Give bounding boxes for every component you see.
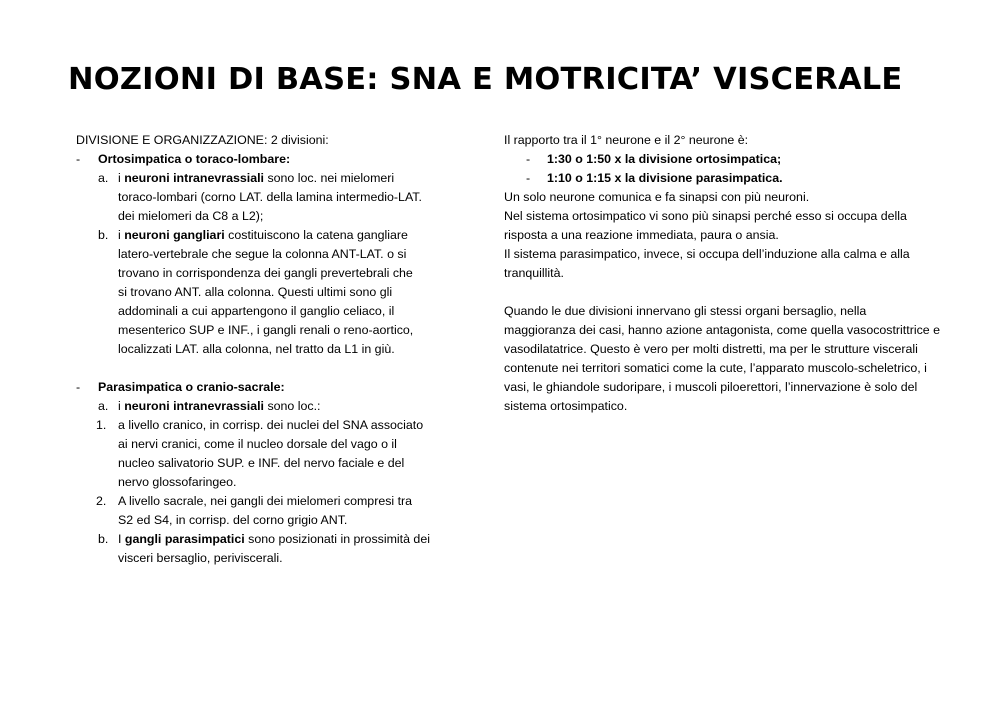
text-line: maggioranza dei casi, hanno azione antagonista, come quella vasocostrittrice e (504, 323, 940, 337)
text: i (118, 399, 125, 413)
ratio-para: 1:10 o 1:15 x la divisione parasimpatica. (547, 171, 783, 185)
para-heading: Parasimpatica o cranio-sacrale: (98, 380, 285, 394)
text-line: risposta a una reazione immediata, paura o ansia. (504, 228, 779, 242)
spacer (76, 359, 456, 378)
text-line: tranquillità. (504, 266, 564, 280)
text-line: Nel sistema ortosimpatico vi sono più sinapsi perché esso si occupa della (504, 209, 907, 223)
left-column (76, 131, 456, 568)
text-line: nervo glossofaringeo. (118, 475, 237, 489)
text-line: vasodilatatrice. Questo è vero per molti distretti, ma per le strutture viscerali (504, 342, 918, 356)
text-line: ai nervi cranici, come il nucleo dorsale del vago o il (118, 437, 397, 451)
text: costituiscono la catena gangliare (224, 228, 408, 242)
list-marker: a. (98, 399, 109, 413)
list-item (76, 169, 456, 188)
text-line: mesenterico SUP e INF., i gangli renali o reno-aortico, (118, 323, 414, 337)
list-dash: - (526, 152, 531, 166)
list-marker: 2. (96, 494, 107, 508)
right-column (504, 131, 964, 416)
text-line: sistema ortosimpatico. (504, 399, 628, 413)
bold-term: neuroni intranevrassiali (124, 399, 264, 413)
bold-term: neuroni intranevrassiali (124, 171, 264, 185)
text-line: visceri bersaglio, periviscerali. (118, 551, 283, 565)
list-marker: b. (98, 228, 109, 242)
para-heading-line (76, 378, 456, 397)
intro-text: DIVISIONE E ORGANIZZAZIONE: 2 divisioni: (76, 133, 329, 147)
text-line: trovano in corrispondenza dei gangli prevertebrali che (118, 266, 413, 280)
list-item (504, 169, 964, 188)
bold-term: gangli parasimpatici (124, 532, 245, 546)
text: i (118, 228, 125, 242)
text-line: contenute nei territori somatici come la cute, l’apparato muscolo-scheletrico, i (504, 361, 927, 375)
text: sono loc. nei mielomeri (264, 171, 395, 185)
list-marker: 1. (96, 418, 107, 432)
list-dash: - (76, 152, 81, 166)
text: a livello cranico, in corrisp. dei nuclei del SNA associato (118, 418, 424, 432)
text-line: S2 ed S4, in corrisp. del corno grigio ANT. (118, 513, 348, 527)
bold-term: neuroni gangliari (124, 228, 225, 242)
list-item (76, 492, 456, 511)
orto-heading: Ortosimpatica o toraco-lombare: (98, 152, 291, 166)
list-dash: - (526, 171, 531, 185)
list-item (76, 530, 456, 549)
text-line: si trovano ANT. alla colonna. Questi ultimi sono gli (118, 285, 393, 299)
text: I (118, 532, 125, 546)
text-line: latero-vertebrale che segue la colonna ANT-LAT. o si (118, 247, 407, 261)
text-line: vasi, le ghiandole sudoripare, i muscoli piloerettori, l’innervazione è solo del (504, 380, 918, 394)
text-line: Quando le due divisioni innervano gli stessi organi bersaglio, nella (504, 304, 867, 318)
list-marker: a. (98, 171, 109, 185)
text-line: nucleo salivatorio SUP. e INF. del nervo faciale e del (118, 456, 405, 470)
list-item (504, 150, 964, 169)
text: A livello sacrale, nei gangli dei mielomeri compresi tra (118, 494, 413, 508)
list-marker: b. (98, 532, 109, 546)
list-dash: - (76, 380, 81, 394)
text-line: dei mielomeri da C8 a L2); (118, 209, 264, 223)
text-line: Un solo neurone comunica e fa sinapsi con più neuroni. (504, 190, 810, 204)
spacer (504, 283, 964, 302)
ratio-ortho: 1:30 o 1:50 x la divisione ortosimpatica; (547, 152, 782, 166)
list-item (76, 416, 456, 435)
text-line: Il sistema parasimpatico, invece, si occupa dell’induzione alla calma e alla (504, 247, 910, 261)
text: i (118, 171, 125, 185)
text: sono posizionati in prossimità dei (244, 532, 430, 546)
ratio-intro: Il rapporto tra il 1° neurone e il 2° neurone è: (504, 133, 749, 147)
list-item (76, 397, 456, 416)
text-line: localizzati LAT. alla colonna, nel tratto da L1 in giù. (118, 342, 395, 356)
text-line: toraco-lombari (corno LAT. della lamina intermedio-LAT. (118, 190, 422, 204)
orto-heading-line (76, 150, 456, 169)
text-line: addominali a cui appartengono il ganglio celiaco, il (118, 304, 395, 318)
page-title: NOZIONI DI BASE: SNA E MOTRICITA’ VISCERALE (68, 62, 903, 97)
list-item (76, 226, 456, 245)
text: sono loc.: (264, 399, 321, 413)
